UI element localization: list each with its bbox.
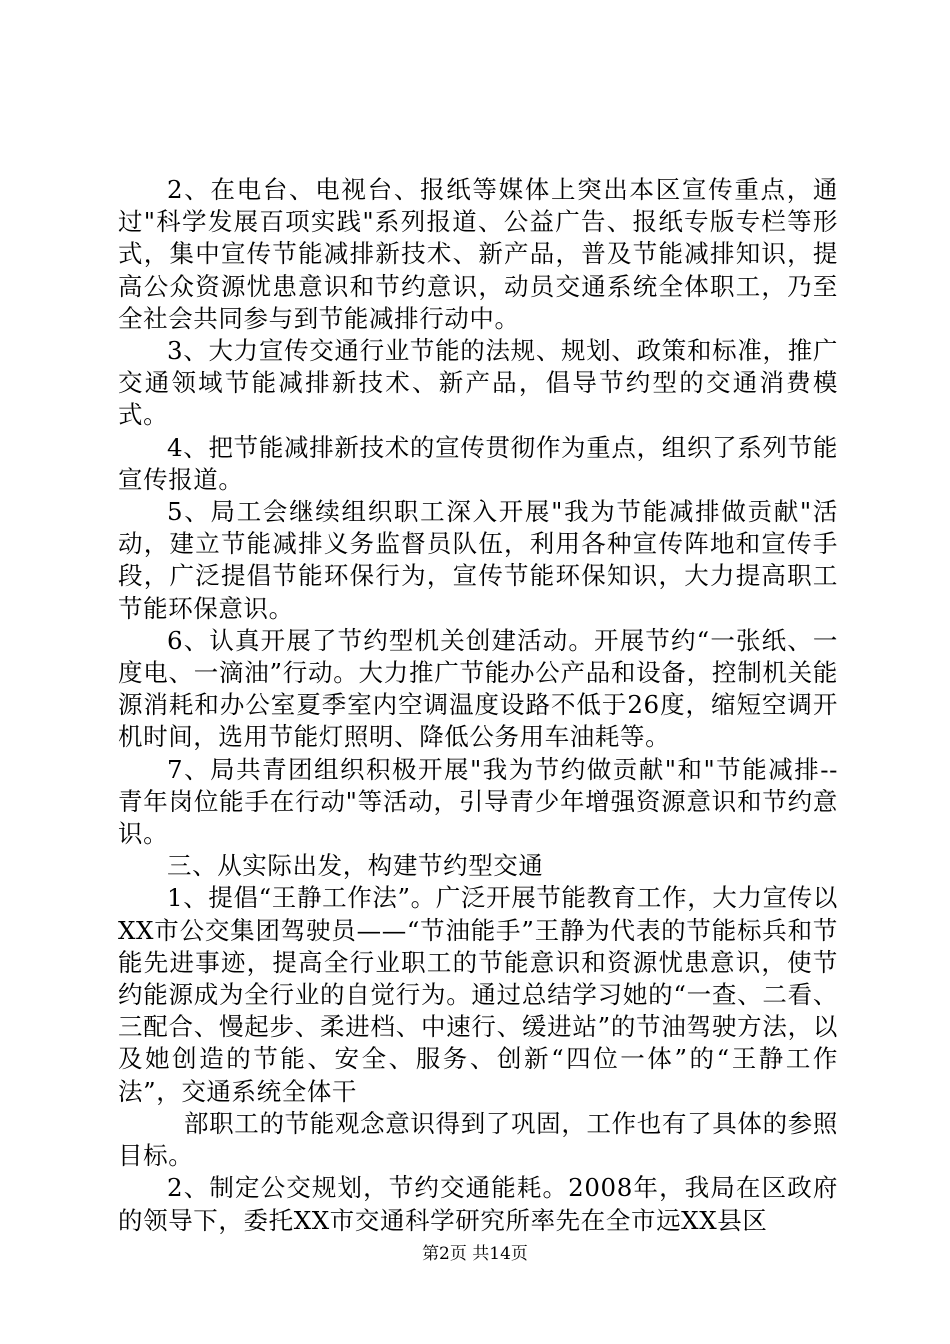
document-body [118, 174, 838, 1237]
section-heading-three: 三、从实际出发，构建节约型交通 [167, 851, 544, 881]
paragraph-regulations-publicity: 3、大力宣传交通行业节能的法规、规划、政策和标准，推广交通领域节能减排新技术、新产品，倡导节约型的交通消费模式。 [118, 336, 838, 430]
paragraph-media-publicity: 2、在电台、电视台、报纸等媒体上突出本区宣传重点，通过"科学发展百项实践"系列报道、公益广告、报纸专版专栏等形式，集中宣传节能减排新技术、新产品，普及节能减排知识，提高公众资源忧患意识和节约意识，动员交通系统全体职工，乃至全社会共同参与到节能减排行动中。 [118, 175, 838, 333]
page-number-footer: 第2页 共14页 [422, 1244, 528, 1264]
paragraph-bus-planning: 2、制定公交规划，节约交通能耗。2008年，我局在区政府的领导下，委托XX市交通科学研究所率先在全市远XX县区 [118, 1173, 838, 1235]
paragraph-government-office: 6、认真开展了节约型机关创建活动。开展节约“一张纸、一度电、一滴油”行动。大力推广节能办公产品和设备，控制机关能源消耗和办公室夏季室内空调温度设路不低于26度，缩短空调开机时间，选用节能灯照明、降低公务用车油耗等。 [118, 625, 839, 752]
paragraph-union-activity: 5、局工会继续组织职工深入开展"我为节能减排做贡献"活动，建立节能减排义务监督员队伍，利用各种宣传阵地和宣传手段，广泛提倡节能环保行为，宣传节能环保知识，大力提高职工节能环保意识。 [118, 497, 838, 623]
paragraph-wangjing-method: 1、提倡“王静工作法”。广泛开展节能教育工作，大力宣传以XX市公交集团驾驶员——“节油能手”王静为代表的节能标兵和节能先进事迹，提高全行业职工的节能意识和资源忧患意识，使节约能源成为全行业的自觉行为。通过总结学习她的“一查、二看、三配合、慢起步、柔进档、中速行、缓进站”的节油驾驶方法，以及她创造的节能、安全、服务、创新“四位一体”的“王静工作法”，交通系统全体干 [118, 883, 838, 1106]
paragraph-continuation: 部职工的节能观念意识得到了巩固，工作也有了具体的参照目标。 [118, 1108, 838, 1171]
paragraph-youth-league: 7、局共青团组织积极开展"我为节约做贡献"和"节能减排--青年岗位能手在行动"等活动，引导青少年增强资源意识和节约意识。 [118, 754, 838, 849]
paragraph-technology-reporting: 4、把节能减排新技术的宣传贯彻作为重点，组织了系列节能宣传报道。 [118, 432, 838, 494]
